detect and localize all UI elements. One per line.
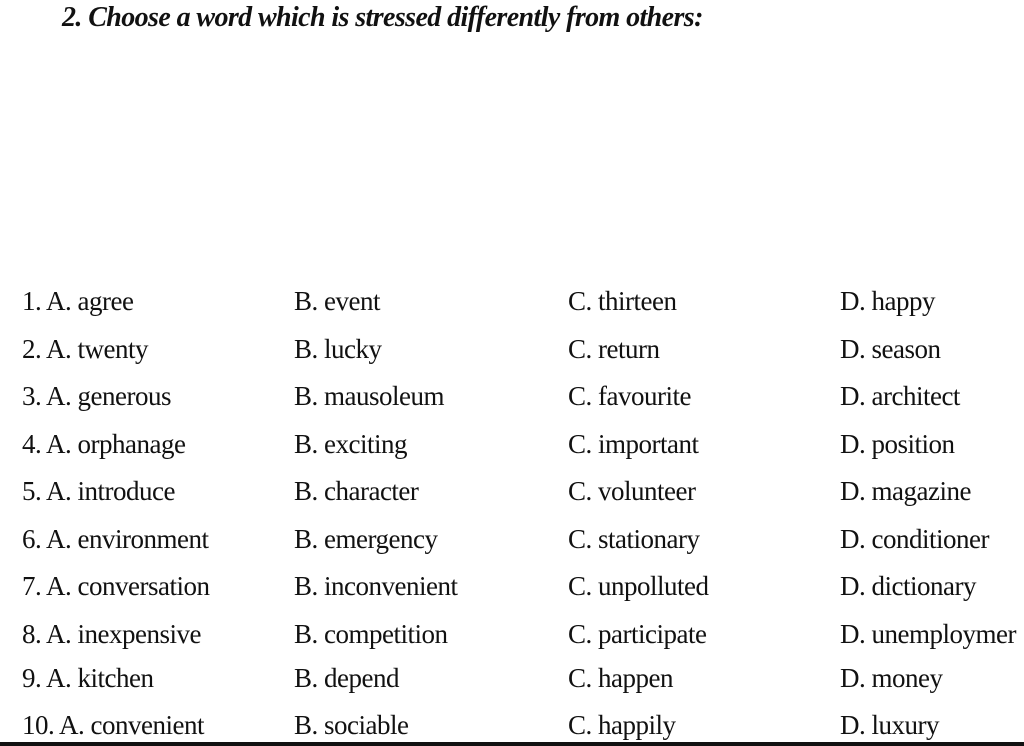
question-row-7 xyxy=(0,566,1024,606)
question-number: 9. xyxy=(22,663,42,693)
option-a-text: A. orphanage xyxy=(46,429,186,459)
exercise-title: 2. Choose a word which is stressed differently from others: xyxy=(62,2,703,33)
option-c: C. volunteer xyxy=(568,476,696,506)
question-number: 8. xyxy=(22,619,42,649)
option-a xyxy=(22,281,133,321)
option-a-text: A. introduce xyxy=(46,476,175,506)
option-d: D. architect xyxy=(840,381,960,411)
question-row-3 xyxy=(0,376,1024,416)
option-a xyxy=(22,705,204,745)
option-b: B. event xyxy=(294,286,380,316)
option-a xyxy=(22,614,201,654)
option-a-text: A. twenty xyxy=(46,334,148,364)
question-number: 6. xyxy=(22,524,42,554)
option-d: D. happy xyxy=(840,286,935,316)
option-a xyxy=(22,566,209,606)
option-b: B. mausoleum xyxy=(294,381,444,411)
question-number: 10. xyxy=(22,710,55,740)
question-row-4 xyxy=(0,424,1024,464)
option-c: C. happily xyxy=(568,710,676,740)
option-d: D. money xyxy=(840,663,943,693)
question-row-2 xyxy=(0,329,1024,369)
option-c: C. return xyxy=(568,334,660,364)
question-row-10 xyxy=(0,705,1024,745)
question-row-1 xyxy=(0,281,1024,321)
question-number: 4. xyxy=(22,429,42,459)
question-number: 2. xyxy=(22,334,42,364)
question-row-6 xyxy=(0,519,1024,559)
option-b: B. competition xyxy=(294,619,448,649)
option-b: B. character xyxy=(294,476,419,506)
option-a xyxy=(22,376,171,416)
option-a-text: A. convenient xyxy=(59,710,204,740)
question-number: 1. xyxy=(22,286,42,316)
option-b: B. inconvenient xyxy=(294,571,458,601)
option-a-text: A. conversation xyxy=(46,571,210,601)
option-c: C. favourite xyxy=(568,381,691,411)
option-c: C. unpolluted xyxy=(568,571,709,601)
option-a-text: A. kitchen xyxy=(46,663,154,693)
option-a-text: A. agree xyxy=(46,286,134,316)
option-b: B. sociable xyxy=(294,710,409,740)
option-c: C. participate xyxy=(568,619,707,649)
option-a xyxy=(22,424,185,464)
option-a xyxy=(22,329,148,369)
question-number: 7. xyxy=(22,571,42,601)
option-b: B. exciting xyxy=(294,429,407,459)
question-row-5 xyxy=(0,471,1024,511)
option-b: B. lucky xyxy=(294,334,382,364)
option-d: D. conditioner xyxy=(840,524,989,554)
question-number: 5. xyxy=(22,476,42,506)
bottom-divider xyxy=(0,742,1024,746)
option-c: C. important xyxy=(568,429,699,459)
option-d: D. dictionary xyxy=(840,571,976,601)
option-c: C. happen xyxy=(568,663,673,693)
option-d: D. luxury xyxy=(840,710,939,740)
option-a-text: A. inexpensive xyxy=(46,619,201,649)
option-a xyxy=(22,658,154,698)
option-a-text: A. generous xyxy=(46,381,171,411)
question-row-9 xyxy=(0,658,1024,698)
option-b: B. depend xyxy=(294,663,399,693)
option-b: B. emergency xyxy=(294,524,438,554)
option-d: D. unemploymer xyxy=(840,619,1016,649)
option-c: C. thirteen xyxy=(568,286,677,316)
option-d: D. position xyxy=(840,429,955,459)
question-number: 3. xyxy=(22,381,42,411)
question-row-8 xyxy=(0,614,1024,654)
option-a xyxy=(22,519,208,559)
option-a xyxy=(22,471,175,511)
option-d: D. magazine xyxy=(840,476,971,506)
option-a-text: A. environment xyxy=(46,524,209,554)
option-c: C. stationary xyxy=(568,524,700,554)
option-d: D. season xyxy=(840,334,941,364)
